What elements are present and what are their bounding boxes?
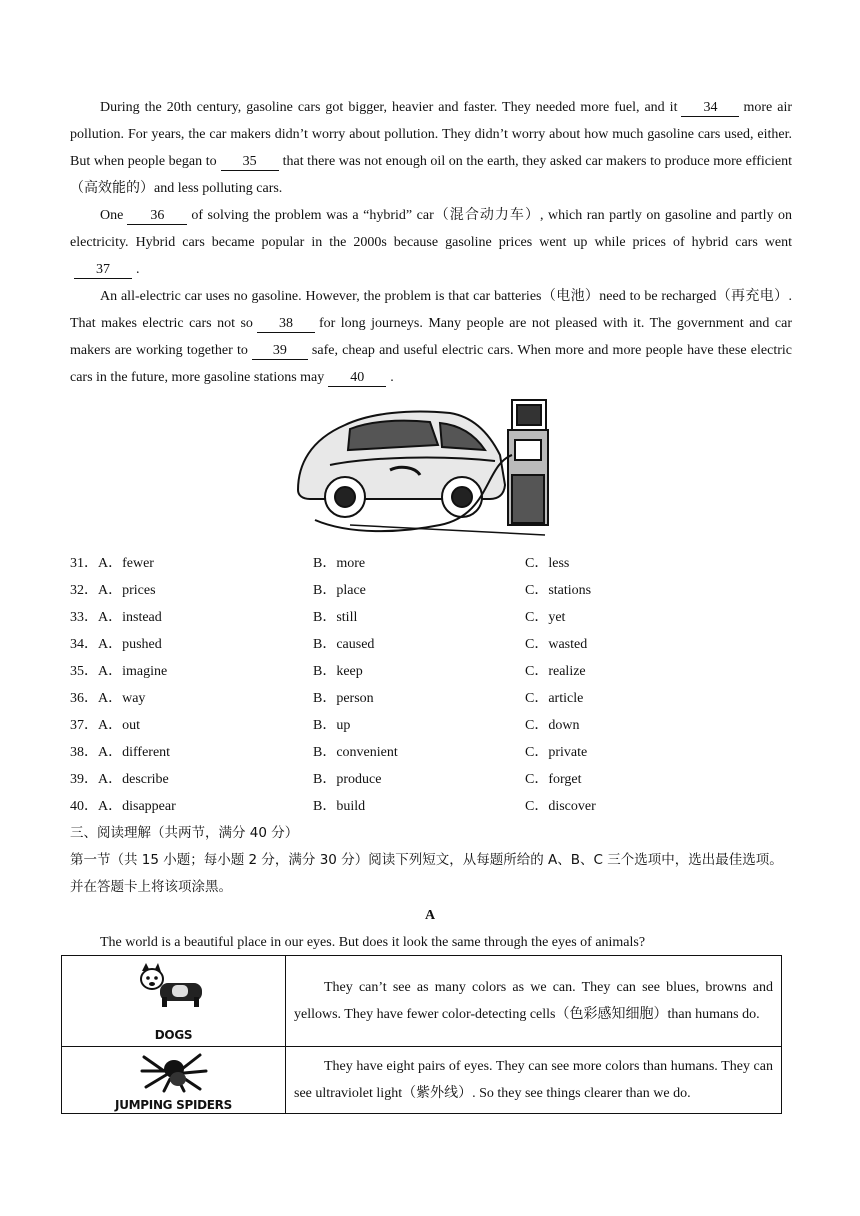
option-c[interactable]: [525, 739, 587, 766]
passage-title: A: [424, 908, 436, 923]
blank-39[interactable]: 39: [252, 343, 308, 360]
option-b[interactable]: [313, 685, 374, 712]
option-b[interactable]: [313, 739, 398, 766]
options-list: [70, 550, 790, 820]
option-a[interactable]: [70, 577, 156, 604]
option-text: B．place: [313, 583, 366, 598]
text-run: for long journeys. Many people are not pleased with it. The government and car makers are working together to: [70, 316, 793, 358]
question-number: 33．: [70, 610, 98, 625]
text-run: An all-electric car uses no gasoline. However, the problem is that car batteries（电池）need to be recharged（再充电）. That makes electric cars not so: [70, 289, 792, 331]
text-run: During the 20th century, gasoline cars got bigger, heavier and faster. They needed more fuel, and it: [100, 100, 678, 115]
question-number: 39．: [70, 772, 98, 787]
option-row-35: [70, 658, 790, 685]
option-row-36: [70, 685, 790, 712]
option-c[interactable]: [525, 604, 565, 631]
option-text: A．fewer: [98, 556, 154, 571]
option-text: A．pushed: [98, 637, 162, 652]
cloze-paragraph-1: [70, 94, 792, 202]
question-number: 35．: [70, 664, 98, 679]
option-text: A．out: [98, 718, 140, 733]
option-a[interactable]: [70, 658, 167, 685]
cloze-paragraph-2: [70, 202, 792, 283]
question-number: 32．: [70, 583, 98, 598]
option-c[interactable]: [525, 712, 579, 739]
option-b[interactable]: [313, 766, 381, 793]
text-run: of solving the problem was a “hybrid” car（混合动力车）, which ran partly on gasoline and partly on electricity. Hybrid cars became popular in the 2000s because gasoline prices went up while prices of hybrid cars went: [70, 208, 792, 250]
option-row-37: [70, 712, 790, 739]
option-text: B．produce: [313, 772, 382, 787]
table-row: [62, 956, 782, 1047]
text-run: safe, cheap and useful electric cars. When more and more people have these electric cars in the future, more gasoline stations may: [70, 343, 792, 385]
option-text: B．build: [313, 799, 366, 814]
blank-38[interactable]: 38: [257, 316, 315, 333]
dog-description: [286, 956, 782, 1047]
option-a[interactable]: [70, 739, 170, 766]
option-text: B．convenient: [313, 745, 398, 760]
option-text: B．person: [313, 691, 374, 706]
section-instructions: 第一节（共 15 小题；每小题 2 分，满分 30 分）阅读下列短文，从每题所给的 A、B、C 三个选项中，选出最佳选项。并在答题卡上将该项涂黑。: [70, 852, 783, 895]
option-a[interactable]: [70, 766, 169, 793]
option-row-39: [70, 766, 790, 793]
text-run: .: [136, 262, 140, 277]
option-text: B．up: [313, 718, 351, 733]
option-c[interactable]: [525, 766, 582, 793]
question-number: 38．: [70, 745, 98, 760]
option-text: C．article: [525, 691, 584, 706]
option-text: B．keep: [313, 664, 363, 679]
blank-36[interactable]: 36: [127, 208, 187, 225]
option-text: C．less: [525, 556, 570, 571]
option-row-40: [70, 793, 790, 820]
option-c[interactable]: [525, 577, 591, 604]
option-c[interactable]: [525, 550, 569, 577]
option-text: B．still: [313, 610, 358, 625]
option-c[interactable]: [525, 658, 586, 685]
option-text: C．down: [525, 718, 580, 733]
option-text: A．imagine: [98, 664, 168, 679]
blank-35[interactable]: 35: [221, 154, 279, 171]
passage-intro: [70, 929, 792, 956]
dog-icon: [124, 961, 224, 1023]
blank-40[interactable]: 40: [328, 370, 386, 387]
spider-icon: [134, 1049, 214, 1093]
text-run: They have eight pairs of eyes. They can see more colors than humans. They can see ultraviolet light（紫外线）. So they see things clearer than we do.: [294, 1059, 773, 1101]
option-a[interactable]: [70, 793, 176, 820]
question-number: 34．: [70, 637, 98, 652]
option-b[interactable]: [313, 793, 365, 820]
option-b[interactable]: [313, 577, 366, 604]
blank-37[interactable]: 37: [74, 262, 132, 279]
option-text: A．different: [98, 745, 171, 760]
option-b[interactable]: [313, 658, 363, 685]
option-a[interactable]: [70, 685, 145, 712]
option-text: A．instead: [98, 610, 162, 625]
question-number: 40．: [70, 799, 98, 814]
spider-cell: [62, 1047, 286, 1114]
question-number: 31．: [70, 556, 98, 571]
option-text: C．wasted: [525, 637, 588, 652]
text-run: more air pollution. For years, the car makers didn’t worry about pollution. They didn’t worry about how much gasoline cars used, either. But when people began to: [70, 100, 793, 169]
question-number: 37．: [70, 718, 98, 733]
electric-car-charging-illustration: [290, 395, 555, 545]
jumping-spiders-label: JUMPING SPIDERS: [115, 1097, 232, 1112]
question-number: 36．: [70, 691, 98, 706]
option-row-38: [70, 739, 790, 766]
dogs-label: DOGS: [154, 1027, 193, 1042]
animal-vision-table: [61, 955, 782, 1114]
dog-cell: [62, 956, 286, 1047]
option-text: A．disappear: [98, 799, 176, 814]
option-text: A．prices: [98, 583, 156, 598]
option-text: B．more: [313, 556, 366, 571]
option-text: C．forget: [525, 772, 582, 787]
option-text: C．realize: [525, 664, 586, 679]
option-text: C．stations: [525, 583, 592, 598]
text-run: They can’t see as many colors as we can. They can see blues, browns and yellows. They have fewer color-detecting cells（色彩感知细胞）than humans do.: [294, 980, 773, 1022]
option-row-31: [70, 550, 790, 577]
option-text: C．yet: [525, 610, 566, 625]
text-run: that there was not enough oil on the earth, they asked car makers to produce more efficient（高效能的）and less polluting cars.: [70, 154, 793, 196]
option-b[interactable]: [313, 550, 365, 577]
cloze-paragraph-3: [70, 283, 792, 391]
option-text: C．private: [525, 745, 588, 760]
option-row-33: [70, 604, 790, 631]
option-a[interactable]: [70, 631, 162, 658]
option-text: A．describe: [98, 772, 169, 787]
spider-description: [286, 1047, 782, 1114]
option-a[interactable]: [70, 550, 154, 577]
option-row-32: [70, 577, 790, 604]
option-a[interactable]: [70, 712, 140, 739]
section-heading: 三、阅读理解（共两节，满分 40 分）: [70, 825, 299, 841]
option-row-34: [70, 631, 790, 658]
table-row: [62, 1047, 782, 1114]
option-text: A．way: [98, 691, 146, 706]
option-a[interactable]: [70, 604, 162, 631]
text-run: .: [390, 370, 394, 385]
option-c[interactable]: [525, 631, 587, 658]
option-text: C．discover: [525, 799, 596, 814]
text-run: One: [100, 208, 124, 223]
option-c[interactable]: [525, 685, 583, 712]
option-b[interactable]: [313, 604, 357, 631]
option-text: B．caused: [313, 637, 375, 652]
option-b[interactable]: [313, 712, 350, 739]
blank-34[interactable]: 34: [681, 100, 739, 117]
option-c[interactable]: [525, 793, 596, 820]
option-b[interactable]: [313, 631, 374, 658]
text-run: The world is a beautiful place in our eyes. But does it look the same through the eyes of animals?: [100, 935, 646, 950]
